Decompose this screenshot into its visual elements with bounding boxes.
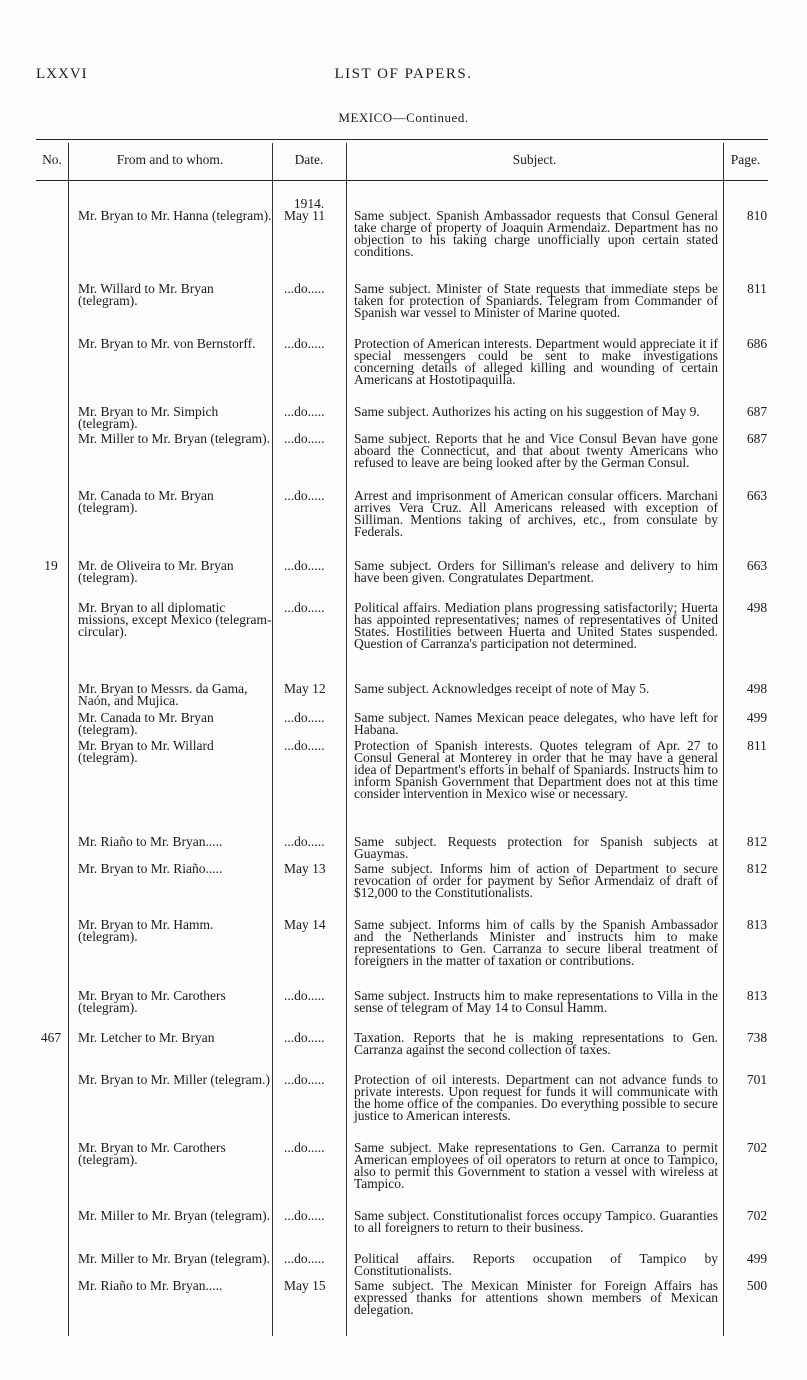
from-to: Mr. Miller to Mr. Bryan (telegram). [78, 1251, 270, 1266]
page-reference: 810 [746, 208, 768, 223]
date-cell [272, 338, 346, 350]
column-divider [723, 143, 724, 1336]
section-heading: MEXICO—Continued. [338, 110, 469, 125]
table-top-rule [36, 139, 768, 140]
subject: Same subject. The Mexican Minister for Foreign Affairs has expressed thanks for attentions shown members of Mexican delegation. [354, 1278, 718, 1317]
page-reference: 500 [746, 1278, 768, 1293]
from-to: Mr. Bryan to Mr. Miller (telegram.) [78, 1072, 270, 1087]
date: ...do..... [284, 281, 325, 296]
page-reference: 687 [746, 404, 768, 419]
from-to: Mr. Bryan to Messrs. da Gama, Naón, and Mujica. [78, 681, 248, 708]
date: ...do..... [284, 834, 325, 849]
subject: Protection of oil interests. Department can not advance funds to private interests. Upon request for funds it will communicate with the home office of the companies. Do everything possible to secure justice to American interests. [354, 1072, 718, 1123]
subject: Same subject. Spanish Ambassador requests that Consul General take charge of property of Joaquin Armendaiz. Department has no objection to his taking charge unofficially upon certain stated conditions. [354, 208, 718, 259]
subject: Same subject. Reports that he and Vice Consul Bevan have gone aboard the Connecticut, and that about twenty Americans who refused to leave are being looked after by the German Consul. [354, 431, 718, 470]
date: ...do..... [284, 1030, 325, 1045]
page-reference: 499 [746, 1251, 768, 1266]
page-reference: 811 [747, 281, 767, 296]
date: ...do..... [284, 488, 325, 503]
page-reference: 687 [746, 431, 768, 446]
page-reference: 812 [746, 861, 768, 876]
date-cell [272, 1142, 346, 1154]
subject: Same subject. Make representations to Gen. Carranza to permit American employees of oil operators to return at once to Tampico, also to permit this Government to station a vessel with wireless at Tampico. [354, 1140, 718, 1191]
from-to: Mr. Bryan to Mr. Hanna (telegram). [78, 208, 272, 223]
date: ...do..... [284, 600, 325, 615]
date: ...do..... [284, 1072, 325, 1087]
column-header-date: Date. [294, 152, 324, 167]
date: ...do..... [284, 404, 325, 419]
date-cell [272, 433, 346, 445]
from-to: Mr. Bryan to Mr. Carothers (telegram). [78, 988, 226, 1015]
date: ...do..... [284, 431, 325, 446]
subject: Same subject. Acknowledges receipt of note of May 5. [354, 681, 650, 696]
date-cell [272, 406, 346, 418]
from-to: Mr. Miller to Mr. Bryan (telegram). [78, 431, 270, 446]
date-cell [272, 1280, 346, 1292]
from-to: Mr. Canada to Mr. Bryan (telegram). [78, 488, 214, 515]
subject: Protection of American interests. Department would appreciate it if special messengers could be sent to make investigations concerning details of alleged killing and wounding of certain Americans at Hostotipaquilla. [354, 336, 718, 387]
date: ...do..... [284, 988, 325, 1003]
document-number: 467 [40, 1030, 62, 1045]
document-number: 19 [44, 558, 58, 573]
date-cell [272, 740, 346, 752]
from-to: Mr. Bryan to all diplomatic missions, except Mexico (telegram-circular). [78, 600, 272, 639]
page-reference: 702 [746, 1140, 768, 1155]
date: ...do..... [284, 738, 325, 753]
subject: Same subject. Informs him of action of Department to secure revocation of order for payment by Señor Armendaiz of draft of $12,000 to the Constitutionalists. [354, 861, 718, 900]
page-reference: 663 [746, 558, 768, 573]
date: May 11 [284, 208, 326, 223]
column-header-page: Page. [730, 152, 761, 167]
subject: Political affairs. Mediation plans progressing satisfactorily; Huerta has appointed representatives; names of representatives of United States. Hostilities between Huerta and United States suspended. Question of Carranza's participation not determined. [354, 600, 718, 651]
date-cell [272, 836, 346, 848]
from-to: Mr. Bryan to Mr. Simpich (telegram). [78, 404, 219, 431]
from-to: Mr. Willard to Mr. Bryan (telegram). [78, 281, 214, 308]
subject: Taxation. Reports that he is making representations to Gen. Carranza against the second collection of taxes. [354, 1030, 718, 1057]
date-cell [272, 1032, 346, 1044]
date: ...do..... [284, 336, 325, 351]
subject: Same subject. Informs him of calls by the Spanish Ambassador and the Netherlands Minister and instructs him to make representations to Gen. Carranza to secure liberal treatment of foreigners in the matter of taxation or contributions. [354, 917, 718, 968]
page-reference: 813 [746, 917, 768, 932]
subject: Same subject. Authorizes his acting on his suggestion of May 9. [354, 404, 700, 419]
date-cell [272, 602, 346, 614]
date-cell [272, 919, 346, 931]
date-cell [272, 683, 346, 695]
page-reference: 498 [746, 681, 768, 696]
page-title: LIST OF PAPERS. [334, 66, 473, 82]
date-cell [272, 1074, 346, 1086]
subject: Arrest and imprisonment of American consular officers. Marchani arrives Vera Cruz. All Americans released with exception of Silliman. Mentions taking of archives, etc., from consulate by Federals. [354, 488, 718, 539]
date: May 15 [284, 1278, 326, 1293]
date: May 13 [284, 861, 326, 876]
from-to: Mr. Letcher to Mr. Bryan [78, 1030, 215, 1045]
date-cell [272, 712, 346, 724]
page-reference: 686 [746, 336, 768, 351]
column-header-subject: Subject. [512, 152, 557, 167]
date-cell [272, 863, 346, 875]
subject: Political affairs. Reports occupation of Tampico by Constitutionalists. [354, 1251, 718, 1278]
column-header-no: No. [42, 152, 62, 167]
page-reference: 702 [746, 1208, 768, 1223]
column-divider [68, 143, 69, 1336]
subject: Same subject. Constitutionalist forces occupy Tampico. Guaranties to all foreigners to return to their business. [354, 1208, 718, 1235]
from-to: Mr. de Oliveira to Mr. Bryan (telegram). [78, 558, 234, 585]
date-cell [272, 990, 346, 1002]
subject: Same subject. Minister of State requests that immediate steps be taken for protection of Spaniards. Telegram from Commander of Spanish war vessel to Minister of Marine quoted. [354, 281, 718, 320]
from-to: Mr. Bryan to Mr. Carothers (telegram). [78, 1140, 226, 1167]
page-reference: 812 [746, 834, 768, 849]
from-to: Mr. Canada to Mr. Bryan (telegram). [78, 710, 214, 737]
year-label: 1914. [293, 196, 325, 211]
subject: Same subject. Requests protection for Spanish subjects at Guaymas. [354, 834, 718, 861]
header-bottom-rule [36, 180, 768, 181]
subject: Protection of Spanish interests. Quotes telegram of Apr. 27 to Consul General at Monterey in order that he may have a general idea of Department's efforts in behalf of Spaniards. Instructs him to inform Spanish Government that Department does not at this time consider intervention in Mexico wise or necessary. [354, 738, 718, 801]
page-reference: 813 [746, 988, 768, 1003]
column-header-from: From and to whom. [116, 152, 224, 167]
column-divider [346, 143, 347, 1336]
from-to: Mr. Bryan to Mr. von Bernstorff. [78, 336, 256, 351]
date-cell [272, 196, 346, 223]
date: ...do..... [284, 1251, 325, 1266]
date-cell [272, 490, 346, 502]
from-to: Mr. Bryan to Mr. Willard (telegram). [78, 738, 214, 765]
page-reference: 811 [747, 738, 767, 753]
page-reference: 738 [746, 1030, 768, 1045]
date: ...do..... [284, 1140, 325, 1155]
date-cell [272, 1253, 346, 1265]
subject: Same subject. Instructs him to make representations to Villa in the sense of telegram of May 14 to Consul Hamm. [354, 988, 718, 1015]
date: ...do..... [284, 1208, 325, 1223]
date: May 12 [284, 681, 326, 696]
subject: Same subject. Orders for Silliman's release and delivery to him have been given. Congratulates Department. [354, 558, 718, 585]
date: ...do..... [284, 710, 325, 725]
date: May 14 [284, 917, 326, 932]
date-cell [272, 560, 346, 572]
page-reference: 701 [746, 1072, 768, 1087]
from-to: Mr. Riaño to Mr. Bryan..... [78, 1278, 223, 1293]
date: ...do..... [284, 558, 325, 573]
from-to: Mr. Bryan to Mr. Hamm. (telegram). [78, 917, 214, 944]
date-cell [272, 1210, 346, 1222]
from-to: Mr. Bryan to Mr. Riaño..... [78, 861, 223, 876]
subject: Same subject. Names Mexican peace delegates, who have left for Habana. [354, 710, 718, 737]
page-reference: 663 [746, 488, 768, 503]
page-reference: 499 [746, 710, 768, 725]
page-reference: 498 [746, 600, 768, 615]
date-cell [272, 283, 346, 295]
page-number: LXXVI [36, 66, 88, 82]
from-to: Mr. Miller to Mr. Bryan (telegram). [78, 1208, 270, 1223]
from-to: Mr. Riaño to Mr. Bryan..... [78, 834, 223, 849]
